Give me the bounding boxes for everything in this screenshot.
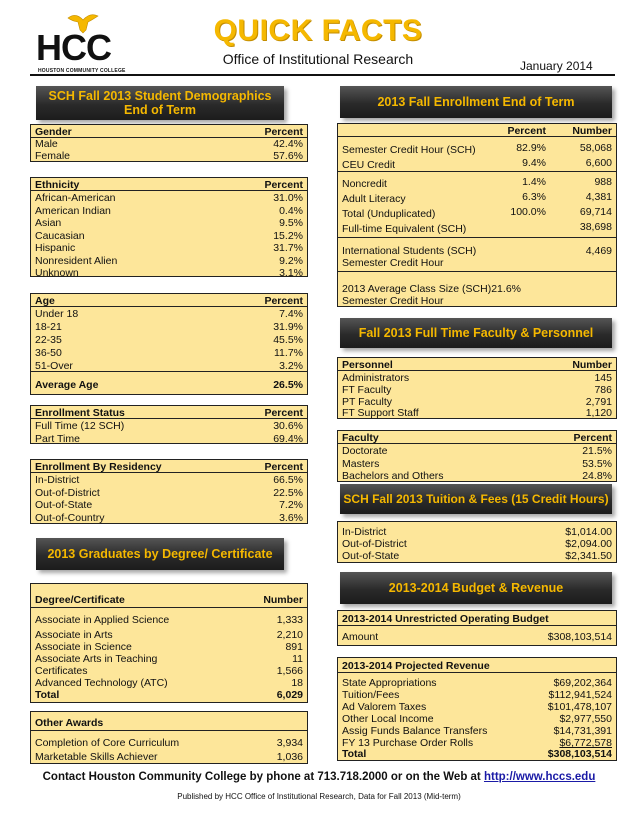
header-divider	[30, 74, 615, 76]
faculty-degree-panel	[337, 430, 617, 482]
table-row: Out-of-District $2,094.00	[342, 538, 612, 550]
tuition-panel	[337, 521, 617, 563]
table-row: FY 13 Purchase Order Rolls $6,772,578	[342, 737, 612, 749]
ethnicity-panel	[30, 177, 308, 277]
enrollment-status-panel	[30, 405, 308, 444]
table-row: Advanced Technology (ATC) 18	[35, 677, 303, 689]
table-row: Total (Unduplicated) 100.0% 69,714	[342, 206, 612, 220]
page-subtitle: Office of Institutional Research	[222, 51, 414, 67]
demographics-banner	[36, 86, 284, 120]
logo-text: HCC	[36, 27, 111, 68]
graduates-total-row: Total 6,029	[35, 689, 303, 701]
ethnicity-header-row: Ethnicity Percent	[31, 179, 307, 191]
table-row: PT Faculty 2,791	[342, 396, 612, 408]
enrollment-header-row: Percent Number	[338, 125, 616, 137]
enrollment-panel	[337, 123, 617, 307]
demographics-banner-line1: SCH Fall 2013 Student Demographics	[48, 89, 272, 103]
contact-text: Contact Houston Community College by phone at 713.718.2000 or on the Web at	[42, 771, 481, 783]
table-row: Associate Arts in Teaching 11	[35, 653, 303, 665]
hcc-logo	[36, 12, 126, 74]
personnel-header-row: Personnel Number	[338, 359, 616, 371]
age-panel	[30, 293, 308, 395]
gender-header-row	[31, 126, 307, 138]
page-title: QUICK FACTS	[213, 14, 423, 47]
table-row: Masters 53.5%	[342, 457, 612, 470]
table-row: Tuition/Fees $112,941,524	[342, 689, 612, 701]
report-date: January 2014	[520, 59, 593, 73]
table-row: Out-of-State 7.2%	[35, 499, 303, 511]
table-row: In-District $1,014.00	[342, 526, 612, 538]
age-header-row: Age Percent	[31, 295, 307, 307]
gender-header: Gender	[35, 126, 72, 138]
table-row: Marketable Skills Achiever 1,036	[35, 751, 303, 763]
other-awards-panel	[30, 711, 308, 764]
table-row: Hispanic 31.7%	[35, 242, 303, 254]
table-row: State Appropriations $69,202,364	[342, 677, 612, 689]
table-row: FT Faculty 786	[342, 384, 612, 396]
table-row: Part Time 69.4%	[35, 432, 303, 445]
age-header: Age	[35, 295, 55, 307]
enrollment-banner: 2013 Fall Enrollment End of Term	[340, 86, 612, 118]
table-row: 51-Over 3.2%	[31, 360, 307, 372]
table-row: Full Time (12 SCH) 30.6%	[35, 420, 303, 432]
table-row: FT Support Staff 1,120	[342, 407, 612, 419]
table-row: Administrators 145	[342, 372, 612, 384]
table-row: Caucasian 15.2%	[35, 229, 303, 242]
gender-panel	[30, 124, 308, 162]
revenue-panel	[337, 657, 617, 761]
table-row: Under 18 7.4%	[35, 308, 303, 320]
table-row: Other Local Income $2,977,550	[342, 713, 612, 725]
table-row: 2013 Average Class Size (SCH) 21.6%	[342, 283, 521, 295]
tuition-banner: SCH Fall 2013 Tuition & Fees (15 Credit Hours)	[340, 484, 612, 514]
table-row: 22-35 45.5%	[35, 334, 303, 346]
divider	[338, 271, 616, 272]
table-row: African-American 31.0%	[35, 192, 303, 204]
revenue-total-row: Total $308,103,514	[342, 748, 612, 760]
operating-budget-panel	[337, 610, 617, 646]
table-row: Semester Credit Hour	[342, 257, 444, 269]
table-row: Out-of-State $2,341.50	[342, 550, 612, 562]
table-row: Full-time Equivalent (SCH) 38,698	[342, 221, 612, 235]
table-row: Amount $308,103,514	[342, 631, 612, 643]
logo-subtext: HOUSTON COMMUNITY COLLEGE	[38, 68, 126, 74]
table-row: 18-21 31.9%	[35, 321, 303, 333]
graduates-header-row: Degree/Certificate Number	[31, 592, 307, 608]
table-row: Semester Credit Hour (SCH) 82.9% 58,068	[342, 142, 612, 156]
table-row: 36-50 11.7%	[35, 347, 303, 359]
divider	[338, 237, 616, 238]
table-row: Assig Funds Balance Transfers $14,731,391	[342, 725, 612, 737]
table-row: International Students (SCH) 4,469	[342, 245, 612, 257]
residency-panel	[30, 459, 308, 524]
table-row: Adult Literacy 6.3% 4,381	[342, 191, 612, 205]
residency-header-row: Enrollment By Residency Percent	[31, 461, 307, 473]
enrollment-status-header-row: Enrollment Status Percent	[31, 407, 307, 419]
table-row: Out-of-District 22.5%	[35, 486, 303, 499]
table-row: Associate in Science 891	[35, 641, 303, 653]
table-row: Certificates 1,566	[35, 665, 303, 677]
published-note: Published by HCC Office of Institutional Research, Data for Fall 2013 (Mid-term)	[177, 792, 461, 801]
table-row: Male 42.4%	[35, 138, 303, 150]
contact-line	[0, 771, 638, 783]
gender-col-header: Percent	[264, 126, 303, 138]
table-row: CEU Credit 9.4% 6,600	[342, 157, 612, 171]
table-row: Out-of-Country 3.6%	[35, 511, 303, 524]
faculty-banner: Fall 2013 Full Time Faculty & Personnel	[340, 318, 612, 348]
graduates-panel	[30, 583, 308, 703]
personnel-panel	[337, 357, 617, 419]
table-row: In-District 66.5%	[35, 474, 303, 486]
table-row: Completion of Core Curriculum 3,934	[35, 737, 303, 749]
operating-budget-header-row: 2013-2014 Unrestricted Operating Budget	[338, 612, 616, 626]
table-row: Bachelors and Others 24.8%	[342, 470, 612, 482]
faculty-header-row: Faculty Percent	[338, 432, 616, 444]
revenue-header-row: 2013-2014 Projected Revenue	[338, 659, 616, 673]
table-row: Unknown 3.1%	[35, 267, 303, 279]
table-row: Semester Credit Hour	[342, 295, 444, 307]
other-awards-header-row: Other Awards	[31, 715, 307, 731]
table-row: Noncredit 1.4% 988	[342, 176, 612, 190]
table-row: Asian 9.5%	[35, 217, 303, 229]
website-link[interactable]: http://www.hccs.edu	[483, 771, 596, 783]
table-row: Female 57.6%	[35, 150, 303, 162]
table-row: Associate in Applied Science 1,333	[35, 614, 303, 626]
demographics-banner-line2: End of Term	[124, 103, 196, 117]
ethnicity-header: Ethnicity	[35, 179, 80, 191]
graduates-banner: 2013 Graduates by Degree/ Certificate	[36, 538, 284, 570]
table-row: Associate in Arts 2,210	[35, 629, 303, 641]
budget-banner: 2013-2014 Budget & Revenue	[340, 572, 612, 604]
table-row: Nonresident Alien 9.2%	[35, 254, 303, 267]
table-row: Ad Valorem Taxes $101,478,107	[342, 701, 612, 713]
table-row: American Indian 0.4%	[35, 204, 303, 217]
table-row: Doctorate 21.5%	[342, 445, 612, 457]
divider	[338, 171, 616, 172]
average-age-row: Average Age 26.5%	[35, 379, 303, 391]
